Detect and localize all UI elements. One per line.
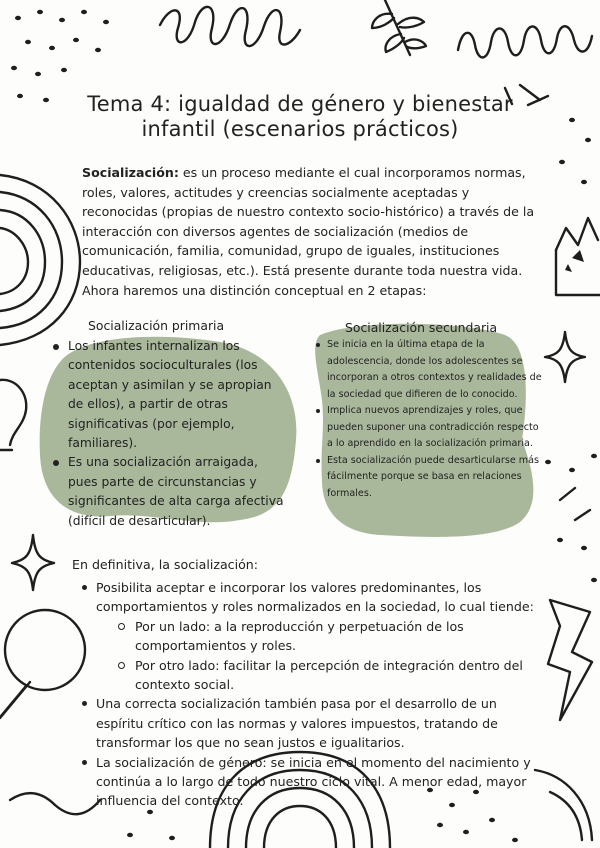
intro-text: es un proceso mediante el cual incorporamos normas, roles, valores, actitudes y creencias socialmente aceptadas y reconocidas (propias de nuestro contexto socio-histórico) a través de la interacción con diversos agentes de socialización (medios de comunicación, familia, comunidad, grupo de iguales, instituciones educativas, religiosas, etc.). Está presente durante toda nuestra vida. Ahora haremos una distinción conceptual en 2 etapas: [82,165,535,298]
secundaria-heading: Socialización secundaria [345,320,498,335]
list-item: Los infantes internalizan los contenidos socioculturales (los aceptan y asimilan y se apropian de ellos), a partir de otras significativas (por ejemplo, familiares). [52,337,290,453]
sparkle-icon-left [12,535,54,590]
intro-term: Socialización: [82,165,179,180]
zigzag-doodle [458,26,592,57]
list-item: Esta socialización puede desarticularse más fácilmente porque se basa en relaciones formales. [315,453,547,503]
leaf-branch-doodle [372,0,426,55]
sparkle-icon-right [545,332,585,382]
conclusion-sub-list [96,617,540,695]
sub-list-item: Por un lado: a la reproducción y perpetuación de los comportamientos y roles. [116,617,540,656]
intro-paragraph [82,163,542,300]
page-title [60,92,540,142]
list-item [80,578,540,694]
list-item: Se inicia en la última etapa de la adolescencia, donde los adolescentes se incorporan a otros contextos y realidades de la sociedad que difieren de lo conocido. [315,337,547,403]
conclusion-item-1: Posibilita aceptar e incorporar los valores predominantes, los comportamientos y roles normalizados en la sociedad, lo cual tiende: [96,580,534,615]
primaria-heading: Socialización primaria [88,318,225,333]
secundaria-list [315,337,547,502]
list-item: Es una socialización arraigada, pues parte de circunstancias y significantes de alta carga afectiva (difícil de desarticular). [52,453,290,531]
light-bulb-icon [0,380,26,450]
loops-doodle [160,7,300,46]
title-line-1: Tema 4: igualdad de género y bienestar [87,92,513,116]
primaria-list [52,337,290,531]
conclusion-heading: En definitiva, la socialización: [72,557,259,572]
magnifier-icon [0,610,85,722]
sub-list-item: Por otro lado: facilitar la percepción de integración dentro del contexto social. [116,656,540,695]
title-line-2: infantil (escenarios prácticos) [141,117,459,141]
list-item: La socialización de género: se inicia en el momento del nacimiento y continúa a lo largo de todo nuestro ciclo vital. A menor edad, mayor influencia del contexto. [80,753,540,811]
concentric-rainbow-left [0,175,80,345]
list-item: Una correcta socialización también pasa por el desarrollo de un espíritu crítico con las normas y valores impuestos, tratando de transformar los que no sean justos e igualitarios. [80,694,540,752]
list-item: Implica nuevos aprendizajes y roles, que pueden suponer una contradicción respecto a lo aprendido en la socialización primaria. [315,403,547,453]
conclusion-list [80,578,540,811]
lightning-icon [548,600,592,720]
